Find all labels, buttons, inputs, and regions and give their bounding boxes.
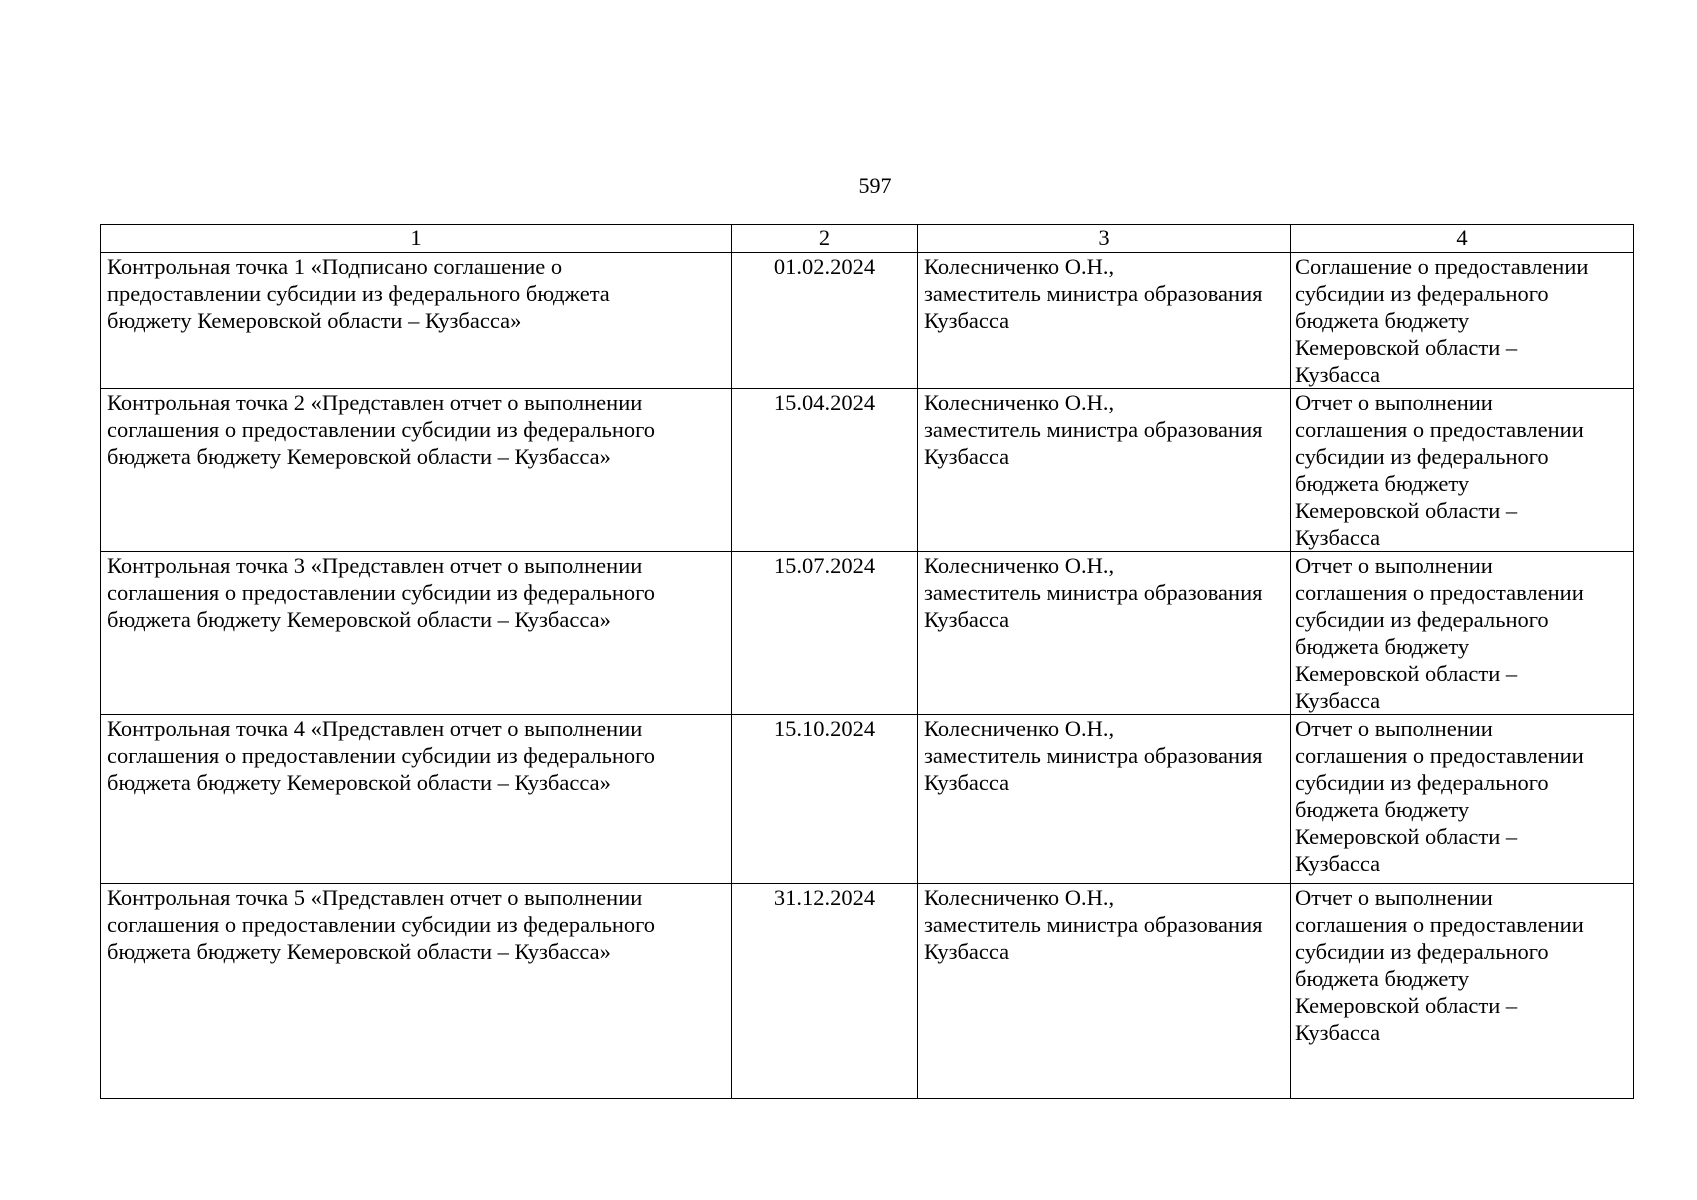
document-line: Кузбасса: [1295, 688, 1381, 713]
document-line: Кемеровской области –: [1295, 993, 1518, 1018]
document-line: Кузбасса: [1295, 851, 1381, 876]
document-cell: [1291, 715, 1634, 884]
responsible-cell: [918, 253, 1291, 389]
checkpoint-cell: [101, 552, 732, 715]
document-line: Отчет о выполнении: [1295, 553, 1493, 578]
table-row: [101, 552, 1634, 715]
checkpoint-cell: [101, 253, 732, 389]
responsible-line: Кузбасса: [924, 939, 1010, 964]
document-line: Кемеровской области –: [1295, 498, 1518, 523]
responsible-cell: [918, 389, 1291, 552]
responsible-line: заместитель министра образования: [924, 281, 1263, 306]
control-points-table: [100, 224, 1634, 1099]
document-line: субсидии из федерального: [1295, 770, 1549, 795]
table-row: [101, 884, 1634, 1099]
document-line: субсидии из федерального: [1295, 281, 1549, 306]
checkpoint-line: соглашения о предоставлении субсидии из федерального: [107, 912, 656, 937]
responsible-line: Колесниченко О.Н.,: [924, 390, 1115, 415]
checkpoint-line: соглашения о предоставлении субсидии из федерального: [107, 743, 656, 768]
checkpoint-line: Контрольная точка 3 «Представлен отчет о выполнении: [107, 553, 643, 578]
checkpoint-line: бюджету Кемеровской области – Кузбасса»: [107, 308, 522, 333]
checkpoint-line: бюджета бюджету Кемеровской области – Кузбасса»: [107, 770, 611, 795]
document-line: соглашения о предоставлении: [1295, 417, 1584, 442]
document-line: субсидии из федерального: [1295, 607, 1549, 632]
checkpoint-cell: [101, 389, 732, 552]
checkpoint-line: предоставлении субсидии из федерального бюджета: [107, 281, 610, 306]
date-cell: 15.07.2024: [732, 552, 918, 715]
table-row: [101, 253, 1634, 389]
document-line: бюджета бюджету: [1295, 966, 1470, 991]
checkpoint-line: Контрольная точка 4 «Представлен отчет о выполнении: [107, 716, 643, 741]
responsible-line: заместитель министра образования: [924, 417, 1263, 442]
page-number: 597: [858, 173, 892, 198]
checkpoint-line: бюджета бюджету Кемеровской области – Кузбасса»: [107, 607, 611, 632]
document-line: бюджета бюджету: [1295, 471, 1470, 496]
date-cell: 01.02.2024: [732, 253, 918, 389]
responsible-line: Кузбасса: [924, 770, 1010, 795]
table-row: [101, 389, 1634, 552]
document-cell: [1291, 253, 1634, 389]
responsible-line: Колесниченко О.Н.,: [924, 553, 1115, 578]
document-line: Кемеровской области –: [1295, 335, 1518, 360]
responsible-line: Кузбасса: [924, 607, 1010, 632]
responsible-line: Колесниченко О.Н.,: [924, 254, 1115, 279]
responsible-line: заместитель министра образования: [924, 912, 1263, 937]
responsible-line: Кузбасса: [924, 444, 1010, 469]
document-cell: [1291, 552, 1634, 715]
document-line: субсидии из федерального: [1295, 939, 1549, 964]
checkpoint-cell: [101, 715, 732, 884]
responsible-cell: [918, 715, 1291, 884]
checkpoint-line: соглашения о предоставлении субсидии из федерального: [107, 580, 656, 605]
column-header-3: 3: [918, 225, 1291, 253]
responsible-line: Колесниченко О.Н.,: [924, 885, 1115, 910]
document-line: Отчет о выполнении: [1295, 885, 1493, 910]
checkpoint-line: Контрольная точка 1 «Подписано соглашение о: [107, 254, 563, 279]
date-cell: 15.04.2024: [732, 389, 918, 552]
responsible-cell: [918, 884, 1291, 1099]
document-line: соглашения о предоставлении: [1295, 743, 1584, 768]
document-line: соглашения о предоставлении: [1295, 580, 1584, 605]
responsible-line: заместитель министра образования: [924, 743, 1263, 768]
checkpoint-line: Контрольная точка 5 «Представлен отчет о выполнении: [107, 885, 643, 910]
document-line: Отчет о выполнении: [1295, 716, 1493, 741]
responsible-line: Колесниченко О.Н.,: [924, 716, 1115, 741]
date-cell: 31.12.2024: [732, 884, 918, 1099]
table-row: [101, 715, 1634, 884]
table-header-row: [101, 225, 1634, 253]
responsible-line: Кузбасса: [924, 308, 1010, 333]
document-line: бюджета бюджету: [1295, 797, 1470, 822]
checkpoint-line: бюджета бюджету Кемеровской области – Кузбасса»: [107, 939, 611, 964]
document-line: Кузбасса: [1295, 525, 1381, 550]
document-cell: [1291, 389, 1634, 552]
column-header-1: 1: [101, 225, 732, 253]
document-line: субсидии из федерального: [1295, 444, 1549, 469]
document-line: Соглашение о предоставлении: [1295, 254, 1589, 279]
responsible-line: заместитель министра образования: [924, 580, 1263, 605]
document-line: Кузбасса: [1295, 362, 1381, 387]
document-cell: [1291, 884, 1634, 1099]
document-line: Кузбасса: [1295, 1020, 1381, 1045]
document-line: бюджета бюджету: [1295, 634, 1470, 659]
document-line: соглашения о предоставлении: [1295, 912, 1584, 937]
date-cell: 15.10.2024: [732, 715, 918, 884]
column-header-4: 4: [1291, 225, 1634, 253]
checkpoint-line: бюджета бюджету Кемеровской области – Кузбасса»: [107, 444, 611, 469]
document-line: Отчет о выполнении: [1295, 390, 1493, 415]
checkpoint-line: соглашения о предоставлении субсидии из федерального: [107, 417, 656, 442]
document-line: Кемеровской области –: [1295, 661, 1518, 686]
document-line: Кемеровской области –: [1295, 824, 1518, 849]
responsible-cell: [918, 552, 1291, 715]
column-header-2: 2: [732, 225, 918, 253]
document-line: бюджета бюджету: [1295, 308, 1470, 333]
checkpoint-cell: [101, 884, 732, 1099]
checkpoint-line: Контрольная точка 2 «Представлен отчет о выполнении: [107, 390, 643, 415]
